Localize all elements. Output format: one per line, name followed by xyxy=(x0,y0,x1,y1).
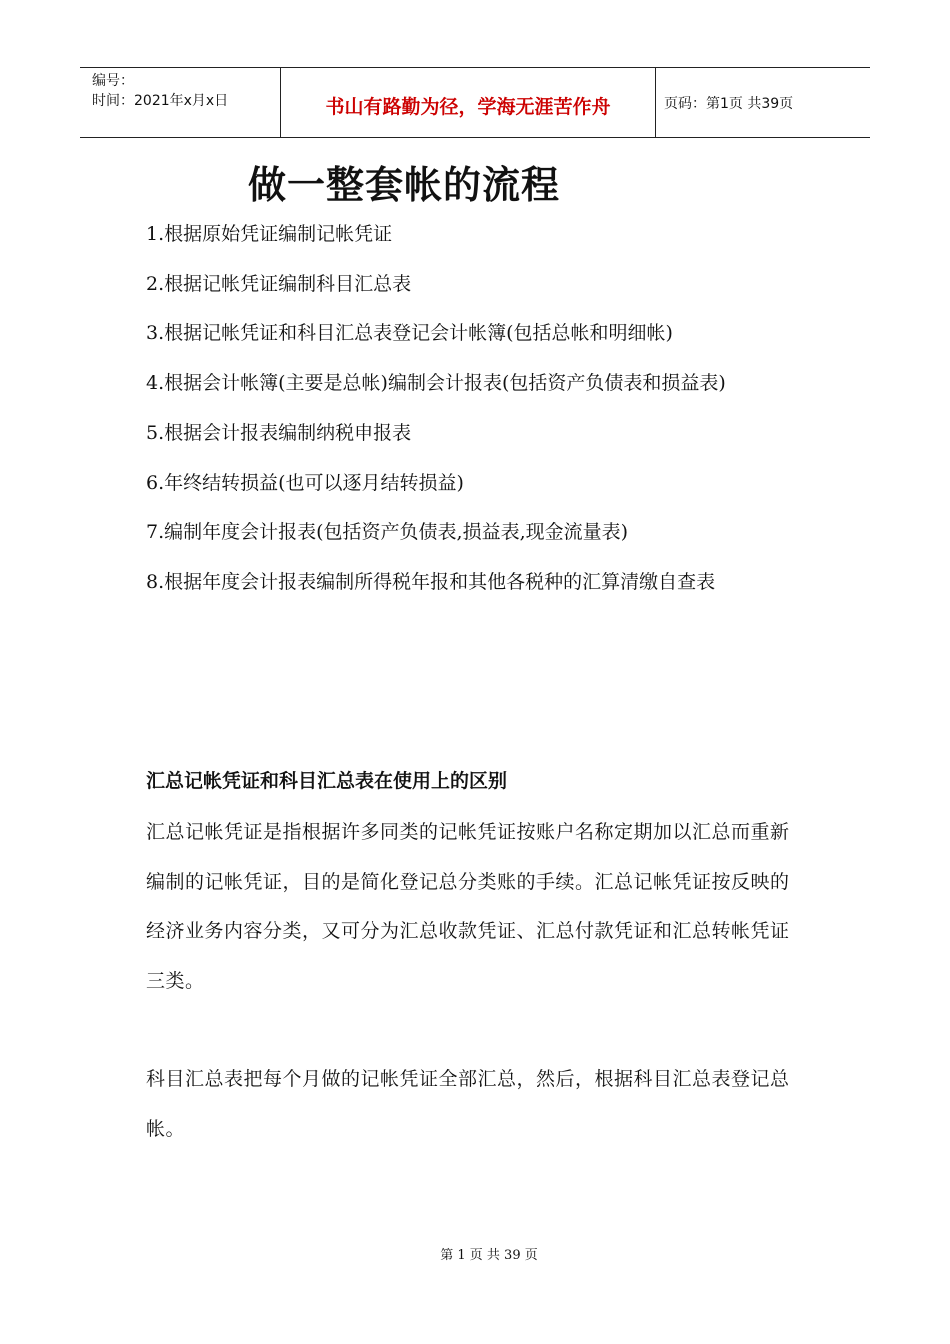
list-item: 1.根据原始凭证编制记帐凭证 xyxy=(146,223,393,245)
page-footer: 第 1 页 共 39 页 xyxy=(440,1248,538,1263)
motto-text: 书山有路勤为径，学海无涯苦作舟 xyxy=(325,96,611,118)
process-steps-list xyxy=(146,210,816,608)
list-item: 5.根据会计报表编制纳税申报表 xyxy=(146,421,412,444)
section-heading: 汇总记帐凭证和科目汇总表在使用上的区别 xyxy=(146,770,508,792)
list-item: 4.根据会计帐簿(主要是总帐)编制会计报表(包括资产负债表和损益表) xyxy=(146,372,726,395)
number-label: 编号： xyxy=(92,73,134,89)
page-label: 页码：第1页 共39页 xyxy=(664,95,794,112)
list-item: 2.根据记帐凭证编制科目汇总表 xyxy=(146,272,412,295)
page-title: 做一整套帐的流程 xyxy=(248,163,561,207)
header-page-cell xyxy=(656,68,870,137)
list-item: 3.根据记帐凭证和科目汇总表登记会计帐簿(包括总帐和明细帐) xyxy=(146,322,673,345)
header-info-cell xyxy=(80,68,280,137)
date-label: 时间：2021年x月x日 xyxy=(92,93,229,109)
document-header xyxy=(80,67,870,138)
list-item: 6.年终结转损益(也可以逐月结转损益) xyxy=(146,471,464,494)
header-motto-cell xyxy=(280,68,656,137)
paragraph-summary-voucher: 汇总记帐凭证是指根据许多同类的记帐凭证按账户名称定期加以汇总而重新编制的记帐凭证，目的是简化登记总分类账的手续。汇总记帐凭证按反映的经济业务内容分类，又可分为汇总收款凭证、汇总付款凭证和汇总转帐凭证三类。 xyxy=(146,821,790,992)
list-item: 8.根据年度会计报表编制所得税年报和其他各税种的汇算清缴自查表 xyxy=(146,570,716,593)
paragraph-account-summary: 科目汇总表把每个月做的记帐凭证全部汇总，然后，根据科目汇总表登记总帐。 xyxy=(146,1068,790,1140)
list-item: 7.编制年度会计报表(包括资产负债表,损益表,现金流量表) xyxy=(146,521,629,544)
